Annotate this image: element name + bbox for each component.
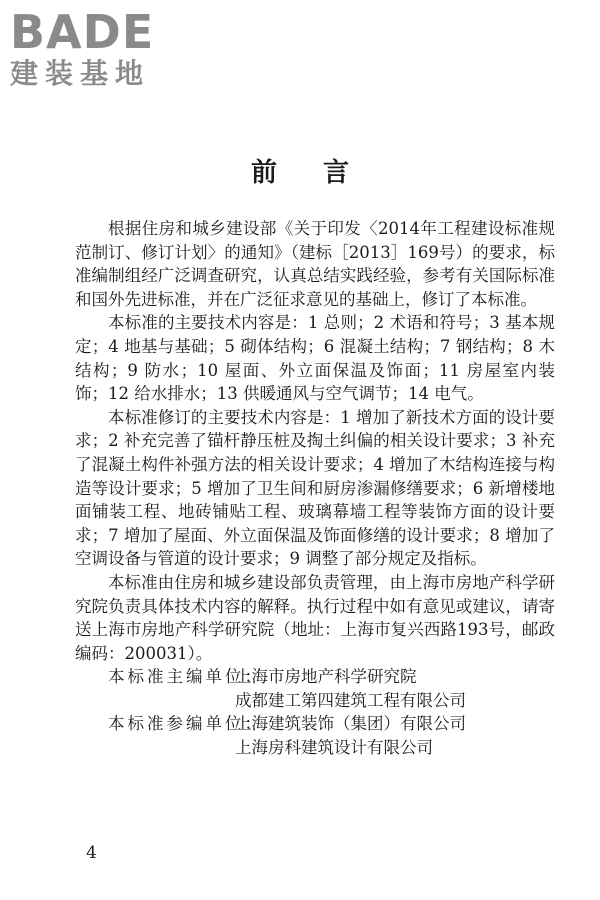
participant-unit: 上海房科建筑设计有限公司 — [235, 738, 433, 758]
editing-units — [75, 665, 555, 759]
participant-unit: 上海建筑装饰（集团）有限公司 — [235, 714, 466, 734]
paragraph: 根据住房和城乡建设部《关于印发〈2014年工程建设标准规范制订、修订计划〉的通知》（建标［2013］169号）的要求，标准编制组经广泛调查研究，认真总结实践经验，参考有关国际标准和国外先进标准，并在广泛征求意见的基础上，修订了本标准。 — [75, 219, 555, 309]
participant-units-row — [75, 712, 555, 759]
participant-units-list — [235, 712, 555, 759]
logo-wordmark: BADE — [10, 5, 155, 59]
paragraph: 本标准修订的主要技术内容是：1 增加了新技术方面的设计要求；2 补充完善了锚杆静压桩及掏土纠偏的相关设计要求；3 补充了混凝土构件补强方法的相关设计要求；4 增加了木结构连接与构造等设计要求；5 增加了卫生间和厨房渗漏修缮要求；6 新增楼地面铺装工程、地砖铺贴工程、玻璃幕墙工程等装饰方面的设计要求；7 增加了屋面、外立面保温及饰面修缮的设计要求；8 增加了空调设备与管道的设计要求；9 调整了部分规定及指标。 — [75, 407, 555, 569]
chief-unit: 上海市房地产科学研究院 — [235, 667, 417, 687]
chief-units-label: 本标准主编单位： — [108, 667, 264, 687]
page-number: 4 — [86, 843, 97, 863]
logo-chinese-text: 建装基地 — [10, 57, 151, 90]
paragraph: 本标准由住房和城乡建设部负责管理，由上海市房地产科学研究院负责具体技术内容的解释。执行过程中如有意见或建议，请寄送上海市房地产科学研究院（地址：上海市复兴西路193号，邮政编码：200031）。 — [75, 572, 555, 663]
participant-units-label: 本标准参编单位： — [108, 714, 264, 734]
page-title: 前言 — [250, 158, 395, 188]
paragraph: 本标准的主要技术内容是：1 总则；2 术语和符号；3 基本规定；4 地基与基础；5 砌体结构；6 混凝土结构；7 钢结构；8 木结构；9 防水；10 屋面、外立面保温及饰面；11 房屋室内装饰；12 给水排水；13 供暖通风与空气调节；14 电气。 — [75, 313, 555, 404]
chief-units-row — [75, 665, 555, 712]
preface-body — [75, 217, 555, 760]
chief-units-list — [235, 665, 555, 712]
chief-unit: 成都建工第四建筑工程有限公司 — [235, 690, 466, 710]
logo — [10, 5, 180, 90]
